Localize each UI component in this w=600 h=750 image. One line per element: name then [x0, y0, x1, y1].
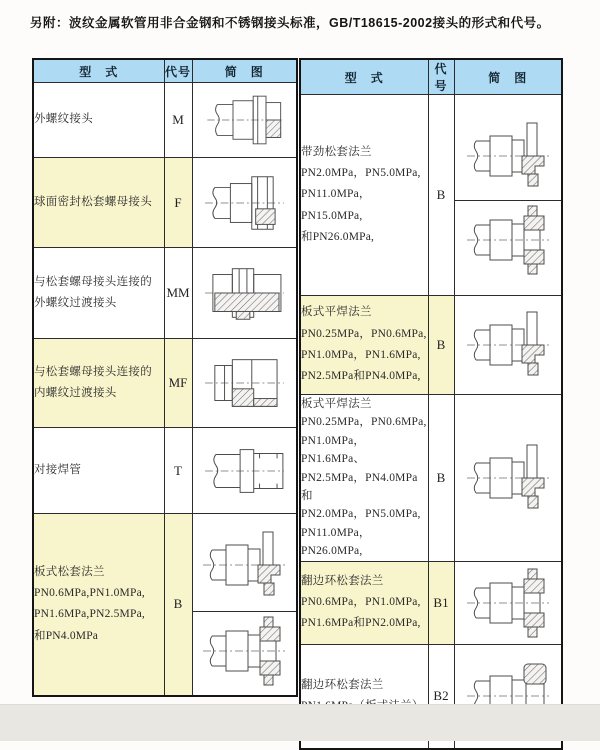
table-row	[33, 339, 297, 428]
plate-flange-icon	[464, 306, 552, 384]
code-cell: F	[164, 158, 192, 248]
table-row	[33, 428, 297, 514]
type-cell: 带劲松套法兰 PN2.0MPa，PN5.0MPa, PN11.0MPa，PN15.0MPa, 和PN26.0MPa,	[300, 95, 428, 296]
type-cell: 与松套螺母接头连接的外螺纹过渡接头	[33, 248, 164, 339]
plate-flange-icon	[200, 526, 288, 604]
code-cell: M	[164, 83, 192, 158]
table-row	[33, 83, 297, 158]
type-cell: 翻边环松套法兰 PN0.6MPa，PN1.0MPa, PN1.6MPa和PN2.0MPa,	[300, 561, 428, 644]
table-row	[300, 296, 562, 395]
type-cell: 外螺纹接头	[33, 83, 164, 158]
table-row	[300, 561, 562, 644]
type-cell: 板式平焊法兰 PN0.25MPa，PN0.6MPa, PN1.0MPa，PN1.6MPa, PN2.5MPa和PN4.0MPa,	[300, 296, 428, 395]
diagram-cell	[454, 296, 562, 395]
code-cell: T	[164, 428, 192, 514]
type-cell: 板式松套法兰 PN0.6MPa,PN1.0MPa, PN1.6MPa,PN2.5MPa, 和PN4.0MPa	[33, 514, 164, 696]
code-cell: B	[428, 395, 454, 562]
table-row	[33, 158, 297, 248]
diagram-cell	[192, 83, 297, 158]
table-row	[33, 248, 297, 339]
table-row	[33, 514, 297, 696]
type-cell: 球面密封松套螺母接头	[33, 158, 164, 248]
butt-weld-pipe-icon	[200, 436, 288, 506]
header-row	[33, 59, 297, 83]
code-cell: B2	[428, 644, 454, 749]
hatched-flange-icon	[464, 566, 552, 640]
plate-flange-icon	[464, 117, 552, 195]
col-header-type: 型 式	[33, 59, 164, 83]
code-cell: MM	[164, 248, 192, 339]
diagram-cell	[192, 428, 297, 514]
fitting-table-left	[32, 58, 298, 697]
code-cell: B	[428, 296, 454, 395]
swivel-nut-fitting-icon	[200, 168, 288, 238]
header-row	[300, 59, 562, 95]
diagram-cell	[192, 339, 297, 428]
hatched-flange-icon	[464, 201, 552, 279]
code-cell: B1	[428, 561, 454, 644]
hatched-flange-icon	[200, 612, 288, 690]
page-title: 另附：波纹金属软管用非合金钢和不锈钢接头标准，GB/T18615-2002接头的形式和代号。	[30, 16, 550, 30]
male-male-nipple-icon	[200, 258, 288, 328]
diagram-cell	[454, 395, 562, 562]
col-header-code: 代号	[428, 59, 454, 95]
plate-flange-icon	[464, 439, 552, 517]
code-cell: B	[164, 514, 192, 696]
col-header-code: 代号	[164, 59, 192, 83]
female-thread-fitting-icon	[200, 348, 288, 418]
code-cell: MF	[164, 339, 192, 428]
male-thread-fitting-icon	[200, 87, 288, 153]
diagram-cell	[192, 248, 297, 339]
type-cell: 与松套螺母接头连接的内螺纹过渡接头	[33, 339, 164, 428]
col-header-type: 型 式	[300, 59, 428, 95]
diagram-cell	[454, 561, 562, 644]
fitting-table-right	[299, 58, 563, 750]
table-row	[300, 95, 562, 296]
diagram-cell	[454, 95, 562, 296]
type-cell: 对接焊管	[33, 428, 164, 514]
type-cell: 翻边环松套法兰	[300, 644, 428, 749]
col-header-diagram: 简 图	[192, 59, 297, 83]
col-header-diagram: 简 图	[454, 59, 562, 95]
code-cell: B	[428, 95, 454, 296]
type-cell: 板式平焊法兰 PN0.25MPa，PN0.6MPa, PN1.0MPa，PN1.6MPa、 PN2.5MPa，PN4.0MPa和 PN2.0MPa，PN5.0MPa, PN11.0MPa，PN26.0MPa,	[300, 395, 428, 562]
table-row	[300, 395, 562, 562]
diagram-cell	[192, 158, 297, 248]
diagram-cell	[192, 514, 297, 696]
page-bottom-margin	[0, 704, 600, 741]
